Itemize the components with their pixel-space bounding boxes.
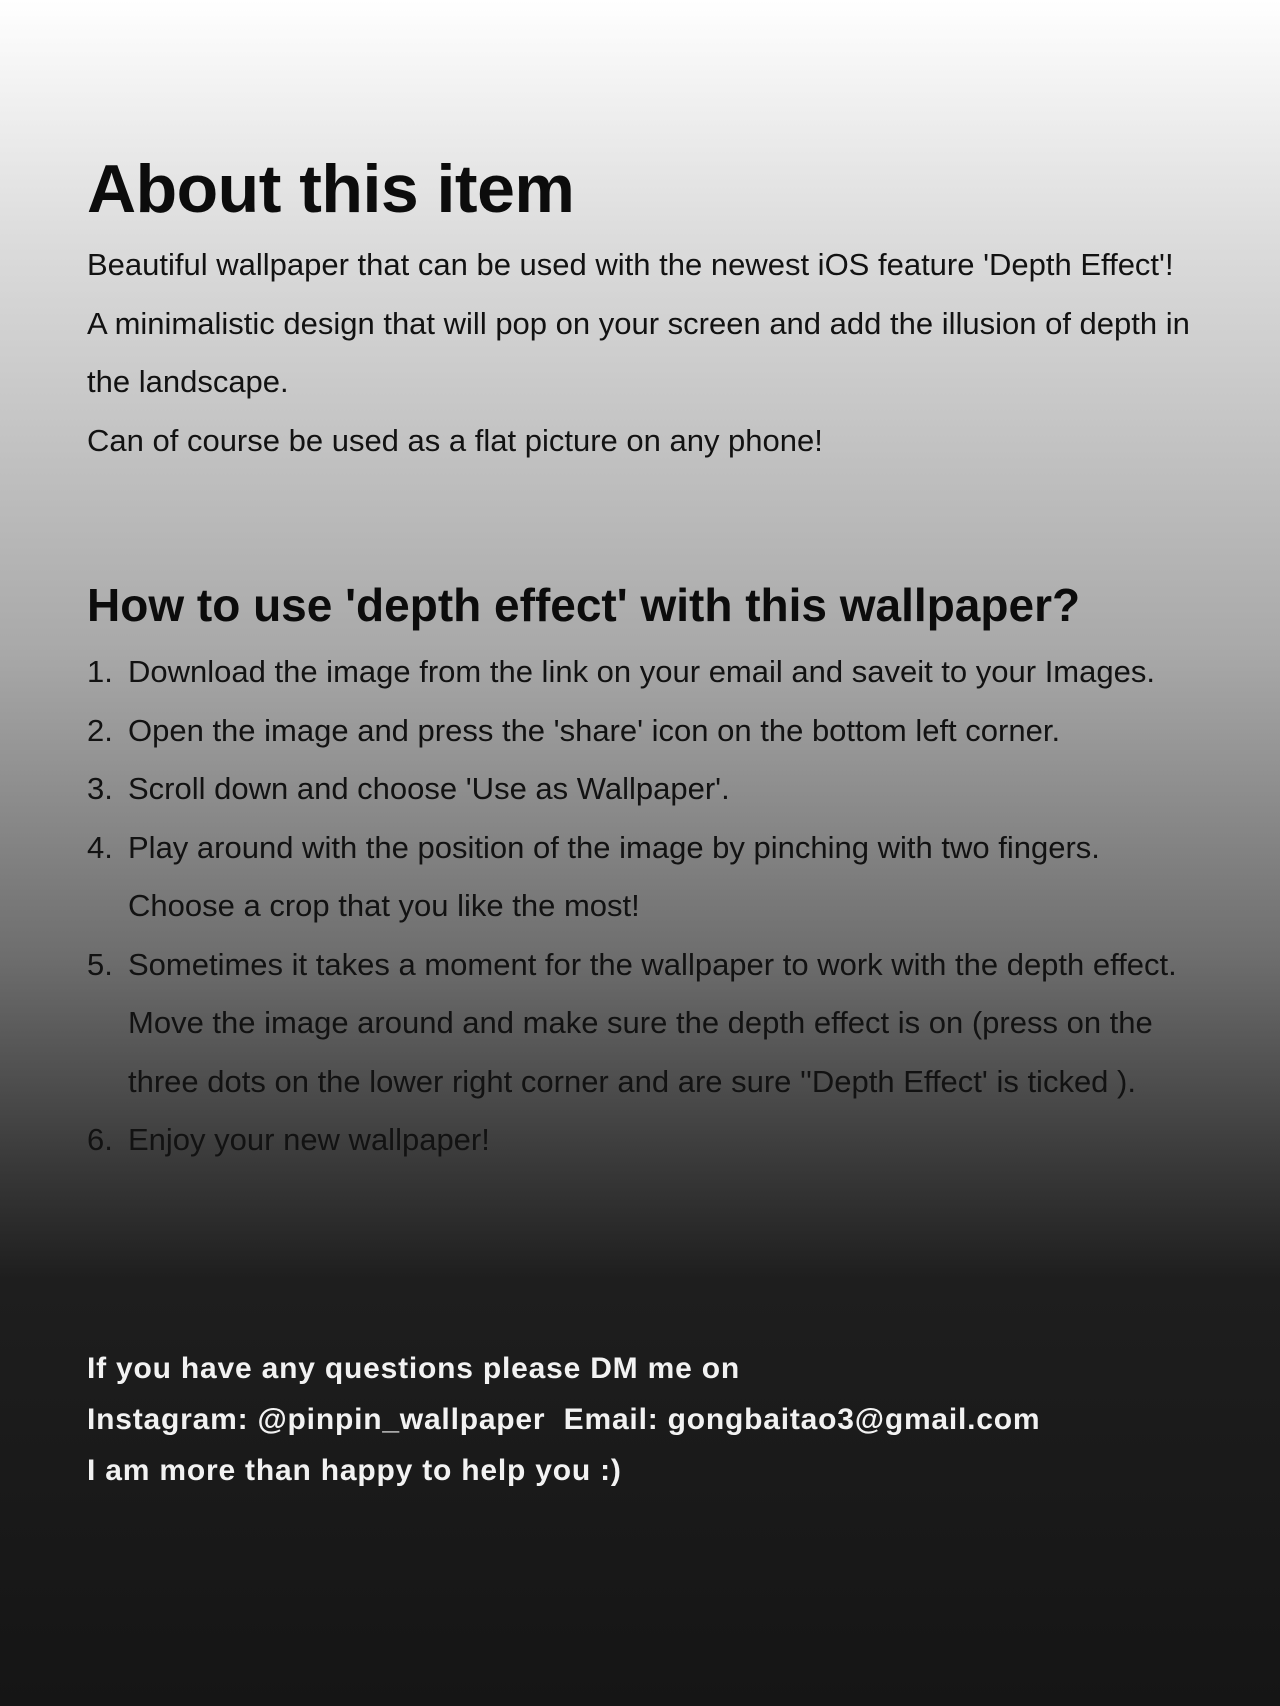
step-number: 5.: [87, 946, 113, 982]
contact-line: If you have any questions please DM me on: [87, 1352, 740, 1385]
about-paragraph: A minimalistic design that will pop on your screen and add the illusion of depth in the landscape.: [87, 305, 1190, 399]
howto-steps-list: [87, 643, 1207, 1170]
step-text: Open the image and press the 'share' icon on the bottom left corner.: [128, 712, 1061, 748]
step-item: [87, 643, 1207, 702]
step-text: Sometimes it takes a moment for the wallpaper to work with the depth effect. Move the image around and make sure the depth effect is on (press on the three dots on the lower right corner and are sure ''Depth Effect' is ticked ).: [128, 946, 1177, 1099]
step-number: 6.: [87, 1122, 113, 1157]
contact-line: I am more than happy to help you :): [87, 1454, 622, 1487]
step-number: 1.: [87, 654, 113, 689]
step-item: [87, 936, 1207, 1112]
step-number: 3.: [87, 771, 113, 806]
step-text: Scroll down and choose 'Use as Wallpaper'.: [128, 771, 730, 806]
contact-info: [87, 1343, 1207, 1496]
about-paragraph: Beautiful wallpaper that can be used with the newest iOS feature 'Depth Effect'!: [87, 247, 1174, 282]
howto-title: How to use 'depth effect' with this wallpaper?: [87, 579, 1081, 631]
step-item: [87, 819, 1207, 936]
step-text: Download the image from the link on your email and saveit to your Images.: [128, 654, 1155, 689]
contact-line: Instagram: @pinpin_wallpaper Email: gongbaitao3@gmail.com: [87, 1403, 1041, 1436]
step-text: Enjoy your new wallpaper!: [128, 1122, 490, 1157]
step-text: Play around with the position of the image by pinching with two fingers. Choose a crop that you like the most!: [128, 829, 1100, 923]
about-title: About this item: [87, 151, 575, 227]
step-item: [87, 760, 1207, 819]
about-text: [87, 236, 1207, 470]
step-number: 2.: [87, 712, 113, 748]
step-item: [87, 1111, 1207, 1170]
about-paragraph: Can of course be used as a flat picture on any phone!: [87, 422, 823, 458]
step-item: [87, 702, 1207, 761]
step-number: 4.: [87, 829, 113, 865]
